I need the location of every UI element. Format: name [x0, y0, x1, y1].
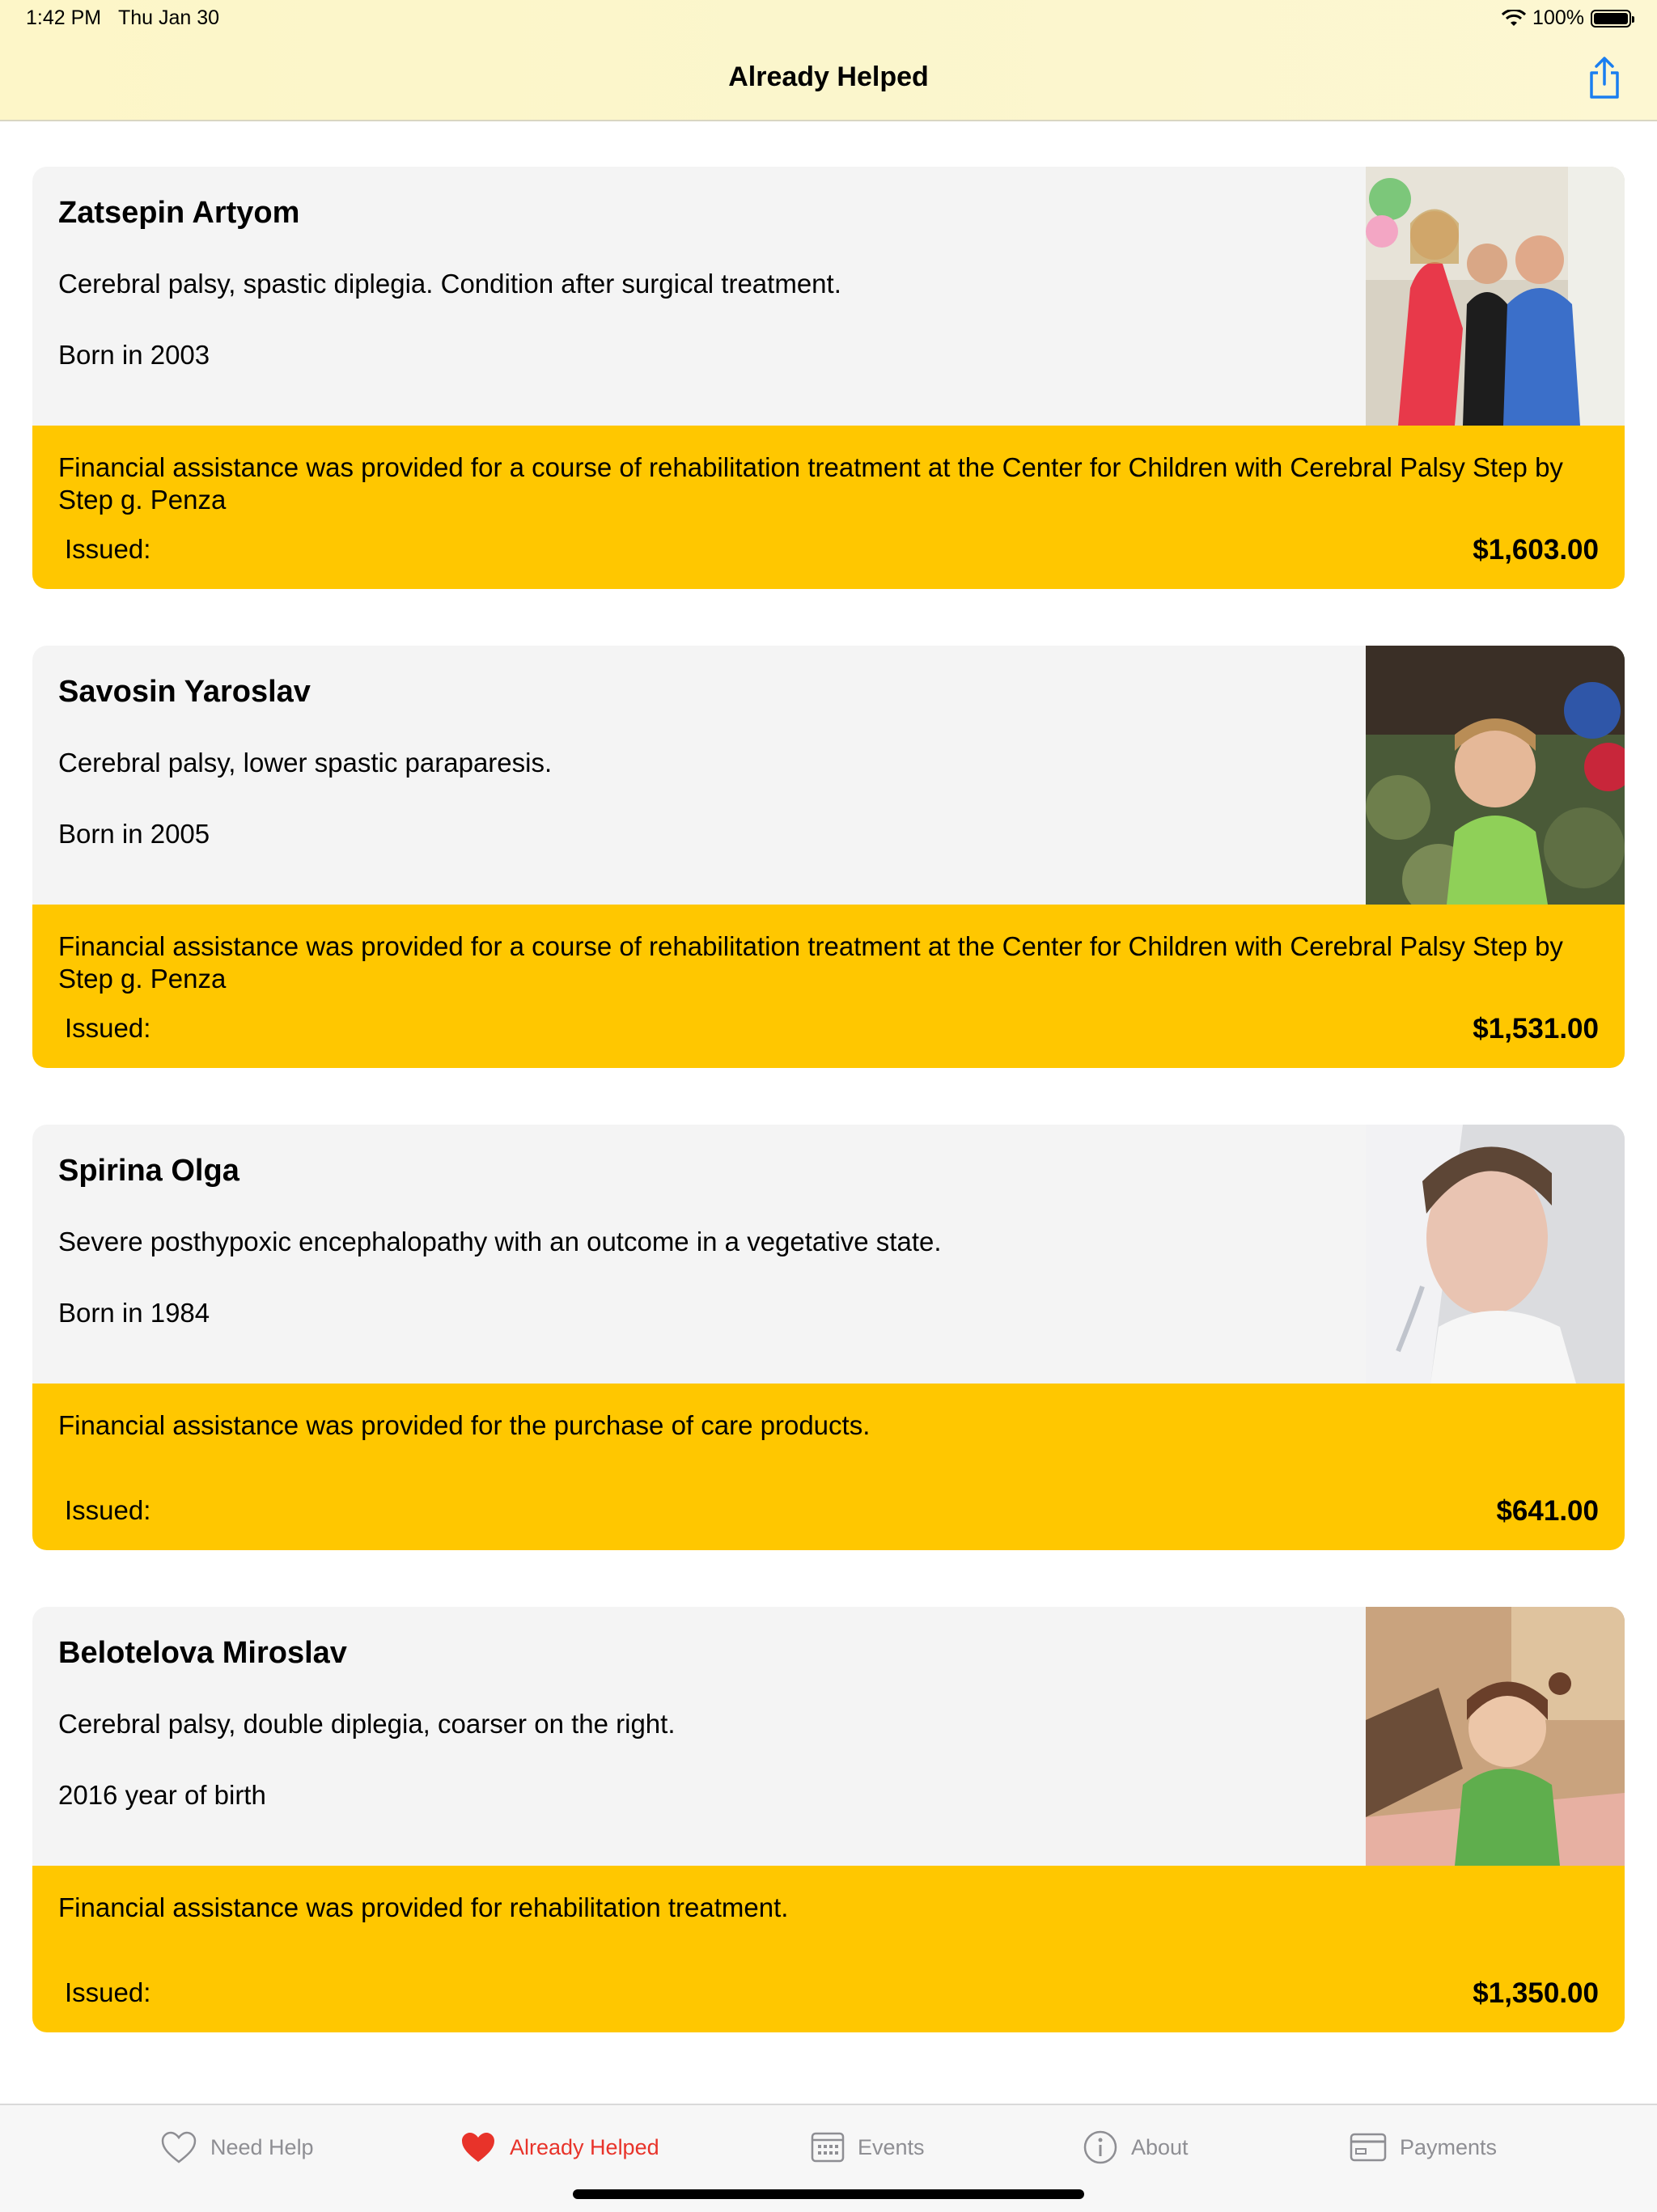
assistance-description: Financial assistance was provided for a course of rehabilitation treatment at the Center for Children with Cerebral Palsy Step by Step g. Penza [58, 452, 1563, 515]
heart-filled-icon [460, 2130, 497, 2164]
birth-year: Born in 2005 [58, 819, 210, 849]
tab-label: Events [858, 2134, 925, 2159]
issued-label: Issued: [65, 534, 151, 564]
birth-year: Born in 2003 [58, 340, 210, 370]
issued-row [58, 534, 1599, 566]
card-footer [32, 1866, 1625, 2032]
tab-already-helped[interactable] [460, 2123, 659, 2172]
tab-label: About [1131, 2134, 1189, 2159]
diagnosis: Cerebral palsy, double diplegia, coarser on the right. [58, 1709, 676, 1739]
tab-payments[interactable] [1350, 2123, 1497, 2172]
card-icon [1350, 2133, 1387, 2162]
helped-card[interactable] [32, 1125, 1625, 1550]
status-date: Thu Jan 30 [118, 6, 220, 29]
assistance-description: Financial assistance was provided for the purchase of care products. [58, 1410, 871, 1440]
tab-label: Need Help [210, 2134, 314, 2159]
card-footer [32, 905, 1625, 1068]
tab-label: Already Helped [510, 2134, 659, 2159]
person-name: Spirina Olga [58, 1154, 239, 1188]
tab-events[interactable] [811, 2123, 925, 2172]
issued-amount: $641.00 [1496, 1495, 1599, 1527]
issued-row [58, 1495, 1599, 1528]
helped-card[interactable] [32, 167, 1625, 589]
birth-year: Born in 1984 [58, 1298, 210, 1328]
issued-label: Issued: [65, 1495, 151, 1525]
person-name: Zatsepin Artyom [58, 196, 300, 230]
helped-card[interactable] [32, 646, 1625, 1068]
birth-year: 2016 year of birth [58, 1780, 266, 1810]
person-photo [1366, 646, 1625, 905]
tab-about[interactable] [1083, 2123, 1189, 2172]
navigation-bar [0, 0, 1657, 121]
diagnosis: Cerebral palsy, lower spastic paraparesis. [58, 748, 553, 778]
issued-amount: $1,350.00 [1473, 1977, 1599, 2009]
issued-amount: $1,603.00 [1473, 534, 1599, 566]
issued-row [58, 1977, 1599, 2010]
person-photo [1366, 1125, 1625, 1384]
battery-icon [1591, 10, 1631, 28]
issued-label: Issued: [65, 1013, 151, 1043]
page-title: Already Helped [728, 61, 929, 92]
card-header [32, 1125, 1625, 1384]
issued-label: Issued: [65, 1977, 151, 2007]
battery-percent: 100% [1532, 6, 1584, 29]
diagnosis: Cerebral palsy, spastic diplegia. Condition after surgical treatment. [58, 269, 841, 299]
home-indicator [573, 2189, 1084, 2199]
info-icon [1083, 2129, 1118, 2165]
person-name: Savosin Yaroslav [58, 675, 311, 709]
card-header [32, 1607, 1625, 1866]
card-footer [32, 426, 1625, 589]
person-photo [1366, 167, 1625, 426]
person-name: Belotelova Miroslav [58, 1636, 347, 1670]
card-footer [32, 1384, 1625, 1550]
diagnosis: Severe posthypoxic encephalopathy with an outcome in a vegetative state. [58, 1227, 942, 1256]
issued-row [58, 1013, 1599, 1045]
wifi-icon [1502, 10, 1526, 28]
share-icon[interactable] [1584, 55, 1625, 100]
person-photo [1366, 1607, 1625, 1866]
status-right [1502, 6, 1631, 30]
issued-amount: $1,531.00 [1473, 1013, 1599, 1045]
card-header [32, 646, 1625, 905]
helped-list [32, 167, 1625, 2089]
assistance-description: Financial assistance was provided for a course of rehabilitation treatment at the Center for Children with Cerebral Palsy Step by Step g. Penza [58, 931, 1563, 994]
helped-card[interactable] [32, 1607, 1625, 2032]
card-header [32, 167, 1625, 426]
heart-outline-icon [160, 2130, 197, 2164]
status-time: 1:42 PM [26, 6, 102, 29]
tab-label: Payments [1400, 2134, 1498, 2159]
tab-need-help[interactable] [160, 2123, 314, 2172]
calendar-icon [811, 2130, 845, 2164]
assistance-description: Financial assistance was provided for rehabilitation treatment. [58, 1892, 789, 1922]
